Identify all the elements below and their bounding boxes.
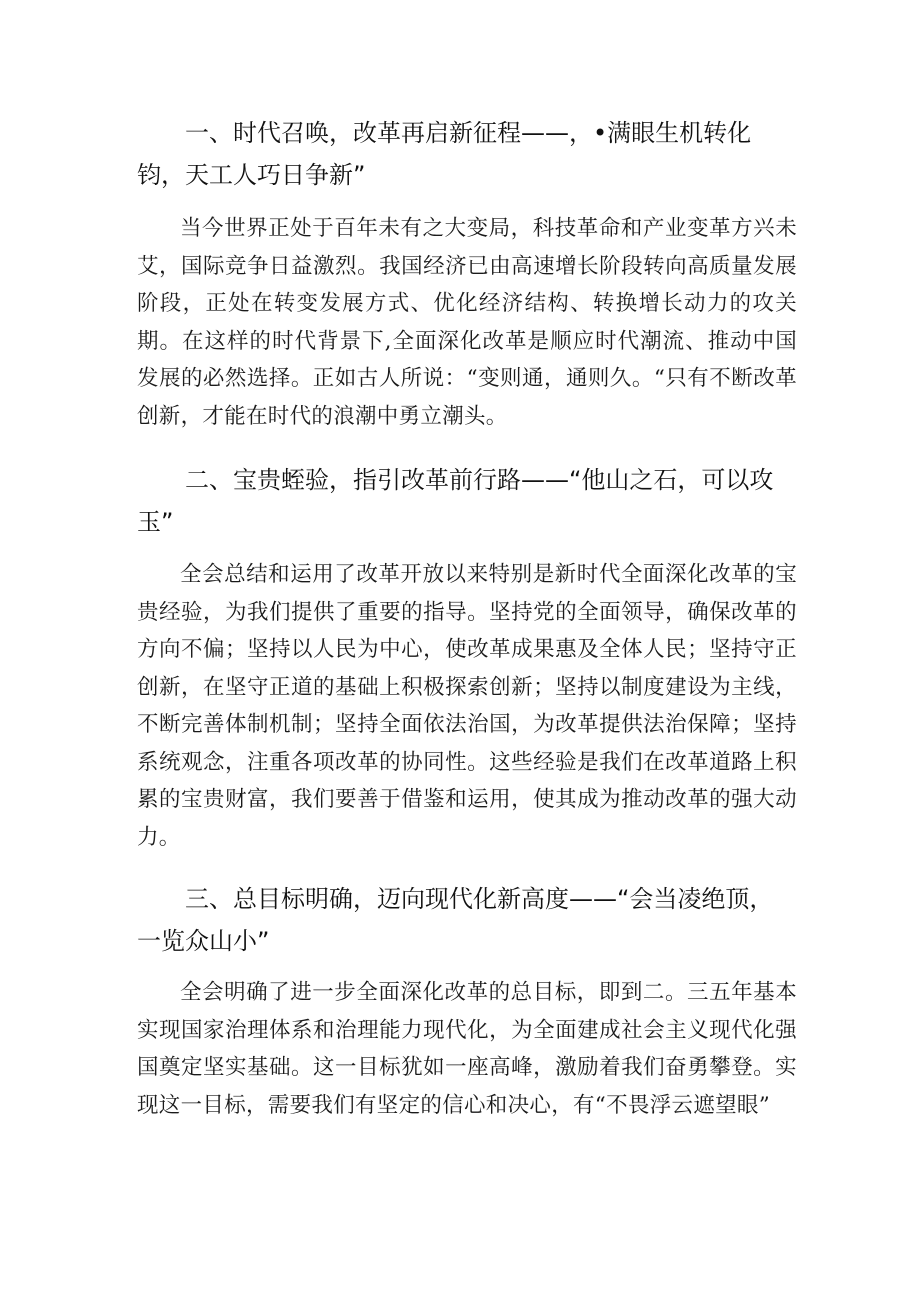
section-paragraph-1: 当今世界正处于百年未有之大变局，科技革命和产业变革方兴未艾，国际竞争日益激烈。我国经济已由高速增长阶段转向高质量发展阶段，正处在转变发展方式、优化经济结构、转换增长动力的攻关期。在这样的时代背景下,全面深化改革是顺应时代潮流、推动中国发展的必然选择。正如古人所说：“变则通，通则久。“只有不断改革创新，才能在时代的浪潮中勇立潮头。 [137, 216, 797, 429]
section-heading-1: 一、时代召唤，改革再启新征程——，•满眼生机转化钧，天工人巧日争新” [137, 119, 752, 189]
section-heading-2: 二、宝贵蛭验，指引改革前行路——“他山之石，可以攻玉” [137, 466, 774, 536]
section-heading-3: 三、总目标明确，迈向现代化新高度——“会当凌绝顶，一览众山小” [137, 885, 774, 955]
section-paragraph-3: 全会明确了进一步全面深化改革的总目标，即到二。三五年基本实现国家治理体系和治理能力现代化，为全面建成社会主义现代化强国奠定坚实基础。这一目标犹如一座高峰，激励着我们奋勇攀登。实现这一目标，需要我们有坚定的信心和决心，有“不畏浮云遮望眼” [137, 980, 797, 1118]
section-paragraph-2: 全会总结和运用了改革开放以来特别是新时代全面深化改革的宝贵经验，为我们提供了重要的指导。坚持党的全面领导，确保改革的方向不偏；坚持以人民为中心，使改革成果惠及全体人民；坚持守正创新，在坚守正道的基础上积极探索创新；坚持以制度建设为主线，不断完善体制机制；坚持全面依法治国，为改革提供法治保障；坚持系统观念，注重各项改革的协同性。这些经验是我们在改革道路上积累的宝贵财富，我们要善于借鉴和运用，使其成为推动改革的强大动力。 [137, 562, 797, 850]
document-body [137, 112, 797, 1124]
